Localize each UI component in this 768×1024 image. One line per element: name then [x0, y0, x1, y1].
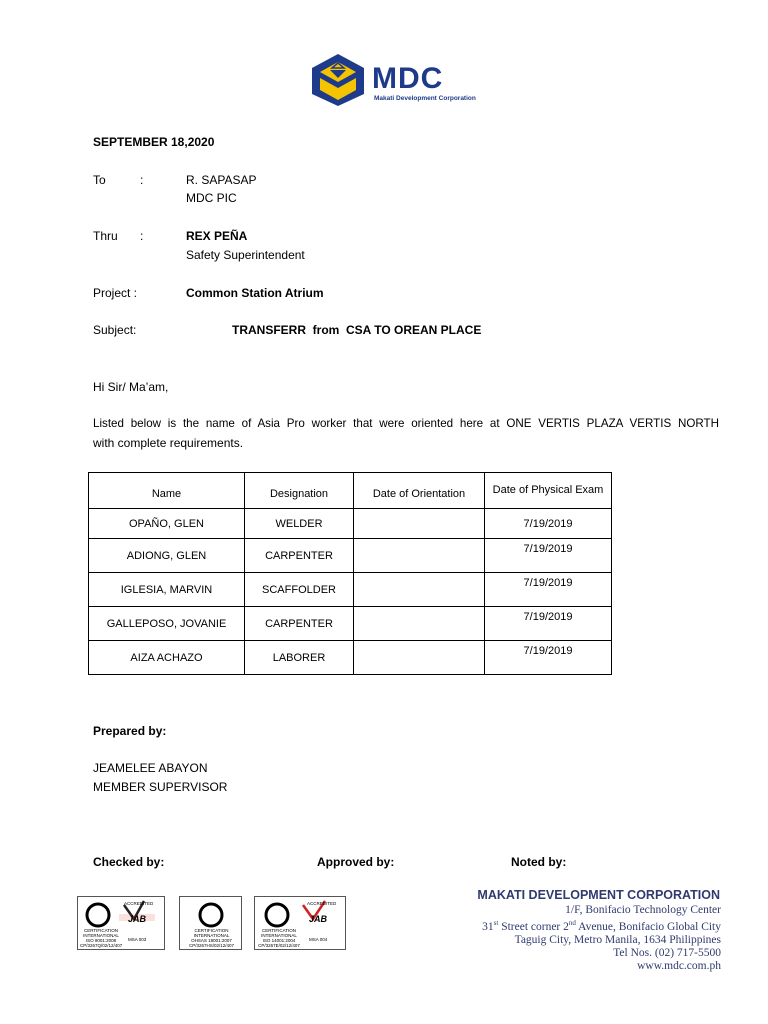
- cell-name: OPAÑO, GLEN: [89, 509, 245, 539]
- footer-website[interactable]: www.mdc.com.ph: [637, 959, 721, 972]
- cert-text: CERTIFICATION: [261, 928, 297, 933]
- cell-designation: WELDER: [245, 509, 354, 539]
- project-label: Project :: [93, 286, 138, 300]
- cell-orientation: [354, 573, 485, 607]
- certification-badge-ohsas: [179, 896, 242, 950]
- to-label: To: [93, 173, 106, 187]
- approved-by-label: Approved by:: [317, 855, 395, 869]
- cell-name: GALLEPOSO, JOVANIE: [89, 607, 245, 641]
- subject-value: TRANSFERR from CSA TO OREAN PLACE: [232, 323, 482, 337]
- thru-label: Thru: [93, 229, 118, 243]
- cell-orientation: [354, 539, 485, 573]
- cell-name: AIZA ACHAZO: [89, 641, 245, 675]
- footer-address-line-1: 1/F, Bonifacio Technology Center: [565, 904, 721, 916]
- cell-name: ADIONG, GLEN: [89, 539, 245, 573]
- cert-text: OHSAS 18001:2007: [191, 938, 232, 943]
- cert-accredited: ACCREDITED: [124, 901, 154, 906]
- mdc-logo-icon: [308, 52, 368, 108]
- cell-physical-exam: 7/19/2019: [485, 607, 612, 641]
- project-value: Common Station Atrium: [186, 286, 324, 300]
- cell-orientation: [354, 509, 485, 539]
- cert-acc-no: MSA 003: [128, 937, 147, 942]
- to-name: R. SAPASAP: [186, 173, 257, 187]
- footer-phone: Tel Nos. (02) 717-5500: [613, 946, 721, 959]
- body-line-2: with complete requirements.: [93, 436, 244, 450]
- table-header-row: [89, 473, 612, 509]
- footer-address-line-2: 31st Street corner 2nd Avenue, Bonifacio Global City: [482, 919, 721, 933]
- letter-date: SEPTEMBER 18,2020: [93, 135, 215, 149]
- cert-accredited: ACCREDITED: [307, 901, 337, 906]
- thru-name: REX PEÑA: [186, 229, 248, 243]
- cell-orientation: [354, 641, 485, 675]
- to-colon: :: [140, 173, 144, 187]
- body-line-1: Listed below is the name of Asia Pro worker that were oriented here at ONE VERTIS PLAZA VERTIS NORTH: [93, 417, 719, 430]
- cert-text: CP/3267E/02/12/407: [258, 943, 300, 948]
- thru-title: Safety Superintendent: [186, 248, 305, 262]
- certification-badge-iso9001: [77, 896, 165, 950]
- table-row: [89, 573, 612, 607]
- cell-designation: LABORER: [245, 641, 354, 675]
- cert-text: CERTIFICATION: [194, 928, 229, 933]
- noted-by-label: Noted by:: [511, 855, 567, 869]
- logo-wordmark: MDC: [372, 62, 444, 95]
- subject-label: Subject:: [93, 323, 137, 337]
- header-date-of-physical-exam: Date of Physical Exam: [485, 473, 612, 509]
- cert-acc-no: MSA 004: [309, 937, 328, 942]
- cell-designation: CARPENTER: [245, 607, 354, 641]
- thru-colon: :: [140, 229, 144, 243]
- cell-name: IGLESIA, MARVIN: [89, 573, 245, 607]
- prepared-by-title: MEMBER SUPERVISOR: [93, 780, 228, 794]
- header-date-of-orientation: Date of Orientation: [354, 473, 485, 509]
- to-title: MDC PIC: [186, 191, 237, 205]
- cert-jab: JAB: [128, 914, 147, 924]
- cert-text: CERTIFICATION: [83, 928, 119, 933]
- prepared-by-name: JEAMELEE ABAYON: [93, 761, 208, 775]
- checked-by-label: Checked by:: [93, 855, 165, 869]
- footer-address: [482, 904, 721, 973]
- logo-tagline: Makati Development Corporation: [374, 95, 476, 102]
- cell-physical-exam: 7/19/2019: [485, 573, 612, 607]
- cell-designation: SCAFFOLDER: [245, 573, 354, 607]
- table-row: [89, 539, 612, 573]
- greeting: Hi Sir/ Ma’am,: [93, 380, 169, 394]
- certification-badge-iso14001: [254, 896, 346, 950]
- cell-orientation: [354, 607, 485, 641]
- cert-text: ISO 9001:2008: [85, 938, 117, 943]
- cert-text: CP/3267HS/02/12/407: [188, 943, 235, 948]
- cell-physical-exam: 7/19/2019: [485, 641, 612, 675]
- table-row: [89, 509, 612, 539]
- footer-company-name: MAKATI DEVELOPMENT CORPORATION: [477, 888, 720, 902]
- footer-address-line-3: Taguig City, Metro Manila, 1634 Philippines: [514, 933, 721, 946]
- prepared-by-label: Prepared by:: [93, 724, 167, 738]
- cell-designation: CARPENTER: [245, 539, 354, 573]
- cert-text: INTERNATIONAL: [193, 933, 230, 938]
- cert-text: CP/3267Q/02/12/407: [80, 943, 123, 948]
- cert-jab: JAB: [309, 914, 328, 924]
- table-row: [89, 607, 612, 641]
- orientation-table: [88, 472, 612, 675]
- cell-physical-exam: 7/19/2019: [485, 509, 612, 539]
- cert-text: INTERNATIONAL: [261, 933, 297, 938]
- table-row: [89, 641, 612, 675]
- cell-physical-exam: 7/19/2019: [485, 539, 612, 573]
- cert-text: ISO 14001:2004: [262, 938, 296, 943]
- cert-text: INTERNATIONAL: [83, 933, 119, 938]
- header-designation: Designation: [245, 473, 354, 509]
- header-name: Name: [89, 473, 245, 509]
